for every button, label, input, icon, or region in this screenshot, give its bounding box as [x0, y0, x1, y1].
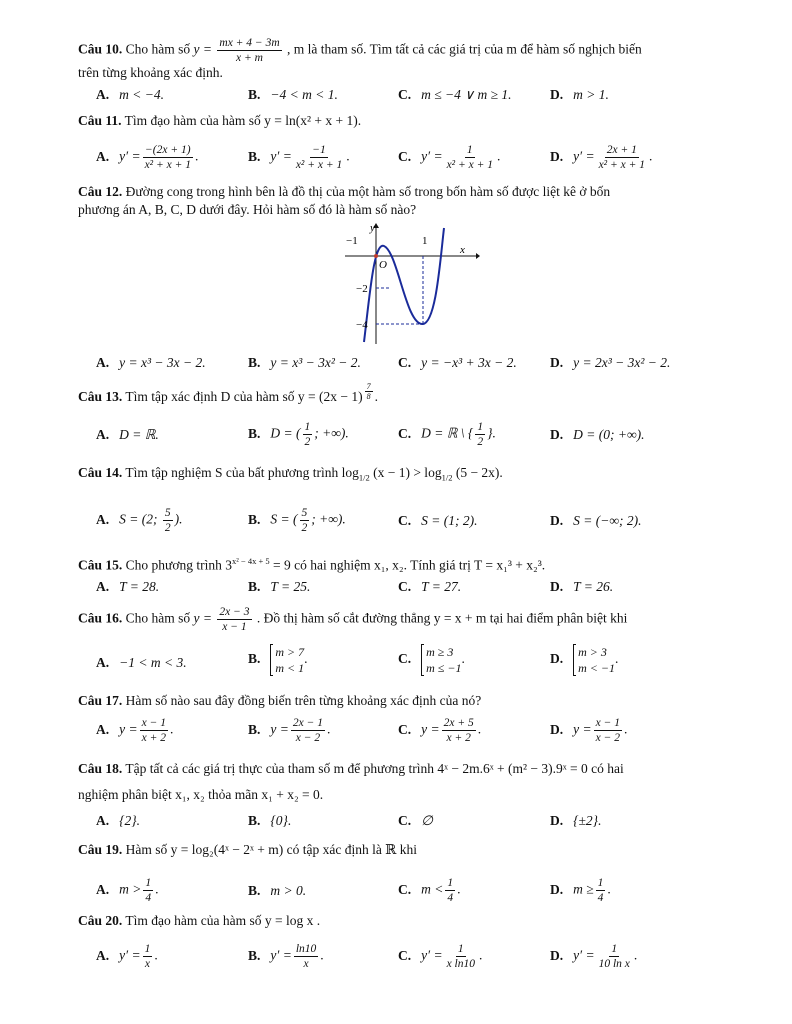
- option-label: B.: [248, 87, 261, 102]
- option-fraction: [596, 876, 606, 905]
- option-text: y = x³ − 3x − 2.: [119, 355, 206, 370]
- option-num: 1: [477, 421, 484, 433]
- q19-text: Hàm số y = log₂(4ˣ − 2ˣ + m) có tập xác định là ℝ khi: [125, 842, 418, 857]
- option-label: A.: [96, 355, 110, 370]
- q10-frac-num: mx + 4 − 3m: [219, 37, 280, 49]
- option-den: x − 2: [295, 732, 321, 744]
- q16-option-a[interactable]: [96, 654, 187, 672]
- option-den: x ln10: [446, 958, 475, 970]
- q15-option-b[interactable]: [248, 578, 310, 596]
- q19-option-c[interactable]: [398, 876, 460, 905]
- option-label: C.: [398, 87, 412, 102]
- option-text: {0}.: [270, 813, 292, 828]
- q10-text-b: , m là tham số. Tìm tất cả các giá trị của m để hàm số nghịch biến: [287, 41, 642, 57]
- option-label: D.: [550, 427, 564, 442]
- option-den: x: [144, 958, 150, 970]
- q15-option-c[interactable]: [398, 578, 461, 596]
- option-num: 5: [164, 507, 171, 519]
- option-pre: S = (2;: [119, 511, 161, 527]
- option-den: x² + x + 1: [446, 159, 493, 171]
- option-lhs: y′ =: [421, 947, 443, 963]
- option-label: C.: [398, 513, 412, 528]
- option-fraction: [163, 506, 173, 535]
- q16-frac-den: x − 1: [222, 621, 247, 633]
- option-text: y = 2x³ − 3x² − 2.: [573, 355, 671, 370]
- option-pre: m >: [119, 881, 142, 897]
- q14-text-a: Tìm tập nghiệm S của bất phương trình log: [125, 465, 359, 480]
- q19-number: Câu 19.: [78, 842, 123, 857]
- option-num: 2x + 5: [443, 717, 474, 729]
- q12-option-d[interactable]: [550, 354, 670, 372]
- q13-exp-num: 7: [366, 382, 371, 391]
- option-fraction: [303, 420, 313, 449]
- option-num: 1: [611, 943, 618, 955]
- option-text: −4 < m < 1.: [270, 87, 338, 102]
- x-axis-label: x: [460, 244, 465, 256]
- q10-text-c: trên từng khoảng xác định.: [78, 65, 223, 80]
- q15-stem: [78, 552, 722, 575]
- q13-option-b[interactable]: [248, 420, 349, 449]
- option-tail: .: [327, 721, 331, 737]
- option-label: C.: [398, 148, 412, 164]
- q10-text-a: Cho hàm số: [125, 41, 191, 57]
- option-text: m < −4.: [119, 87, 164, 102]
- option-label: D.: [550, 721, 564, 737]
- option-label: D.: [550, 651, 564, 667]
- option-tail: .: [195, 148, 199, 164]
- q18-text-b: nghiệm phân biệt x₁, x₂ thỏa mãn x₁ + x₂ = 0.: [78, 787, 324, 802]
- option-den: 2: [164, 522, 171, 534]
- option-fraction: [445, 876, 455, 905]
- option-label: B.: [248, 425, 261, 441]
- q10-stem: [78, 36, 722, 65]
- option-fraction: [475, 420, 485, 449]
- option-fraction: [597, 143, 647, 172]
- option-system: [421, 644, 461, 676]
- option-num: 1: [447, 877, 454, 889]
- option-fraction: [442, 716, 476, 745]
- q17-option-c[interactable]: [398, 716, 481, 745]
- option-lhs: y′ =: [270, 947, 292, 963]
- q15-text-a: Cho phương trình 3: [125, 557, 232, 573]
- q12-text-a: Đường cong trong hình bên là đồ thị của một hàm số trong bốn hàm số được liệt kê ở bốn: [125, 184, 611, 199]
- q18-stem: [78, 760, 722, 778]
- option-tail: .: [169, 721, 174, 737]
- q10-stem-2: [78, 64, 722, 82]
- option-tail: .: [320, 947, 324, 963]
- option-label: B.: [248, 355, 261, 370]
- option-text: m > 1.: [573, 87, 609, 102]
- q13-option-a[interactable]: [96, 426, 159, 444]
- option-fraction: [143, 143, 193, 172]
- q14-text-b: (x − 1) > log: [373, 465, 442, 480]
- q16-text-a: Cho hàm số: [125, 610, 191, 626]
- q10-number: Câu 10.: [78, 41, 123, 57]
- option-text: m > 0.: [270, 883, 307, 898]
- q18-option-c[interactable]: [398, 812, 433, 830]
- option-tail: .: [154, 947, 158, 963]
- option-text: S = (−∞; 2).: [573, 513, 642, 528]
- option-text: y = x³ − 3x² − 2.: [270, 355, 361, 370]
- option-fraction: [143, 876, 153, 905]
- y-axis-label: y: [370, 222, 375, 234]
- q16-func-lhs: y =: [193, 610, 213, 626]
- q19-option-a[interactable]: [96, 876, 158, 905]
- q19-stem: [78, 841, 722, 859]
- tick-label-1: 1: [422, 235, 428, 247]
- option-tail: .: [633, 947, 638, 963]
- option-tail: .: [477, 721, 482, 737]
- option-fraction: [291, 716, 325, 745]
- option-text: {±2}.: [573, 813, 602, 828]
- option-label: D.: [550, 947, 564, 963]
- option-num: −(2x + 1): [145, 144, 191, 156]
- option-fraction: [445, 143, 495, 172]
- option-text: D = ℝ.: [119, 427, 159, 442]
- option-lhs: y′ =: [573, 947, 595, 963]
- option-lhs: y =: [573, 721, 592, 737]
- option-post: ; +∞).: [314, 425, 349, 441]
- option-system-bottom: m ≤ −1: [426, 661, 462, 675]
- q13-option-d[interactable]: [550, 426, 644, 444]
- q12-function-graph: [340, 222, 480, 346]
- q17-option-b[interactable]: [248, 716, 330, 745]
- q20-option-b[interactable]: [248, 942, 324, 971]
- option-num: 1: [597, 877, 604, 889]
- option-text: m ≤ −4 ∨ m ≥ 1.: [421, 87, 512, 102]
- option-post: ).: [174, 511, 183, 527]
- option-label: A.: [96, 813, 110, 828]
- q10-fraction: [217, 36, 281, 65]
- option-den: x + 2: [446, 732, 471, 744]
- option-post: .: [155, 881, 159, 897]
- option-pre: S = (: [270, 511, 298, 527]
- option-label: B.: [248, 511, 261, 527]
- q14-stem: [78, 464, 722, 487]
- option-num: 1: [304, 421, 311, 433]
- origin-label: O: [379, 259, 387, 271]
- option-system-top: m > 3: [578, 645, 607, 659]
- option-num: x − 1: [595, 717, 620, 729]
- option-den: x² + x + 1: [598, 159, 645, 171]
- option-text: {2}.: [119, 813, 141, 828]
- q10-option-b[interactable]: [248, 86, 338, 104]
- q18-text-a: Tập tất cả các giá trị thực của tham số m để phương trình 4ˣ − 2m.6ˣ + (m² − 3).9ˣ = 0 có hai: [125, 761, 624, 776]
- option-num: 5: [301, 507, 308, 519]
- option-system-top: m ≥ 3: [426, 645, 454, 659]
- q10-func-lhs: y =: [193, 41, 213, 57]
- option-system-bottom: m < −1: [578, 661, 615, 675]
- option-post: .: [607, 881, 611, 897]
- option-num: ln10: [295, 943, 317, 955]
- option-label: D.: [550, 355, 564, 370]
- q10-frac-den: x + m: [236, 52, 263, 64]
- q18-option-b[interactable]: [248, 812, 291, 830]
- option-system-bottom: m < 1: [275, 661, 305, 675]
- origin-point: [374, 254, 378, 258]
- q12-option-b[interactable]: [248, 354, 361, 372]
- q19-option-d[interactable]: [550, 876, 611, 905]
- q16-number: Câu 16.: [78, 610, 123, 626]
- option-label: C.: [398, 355, 412, 370]
- q18-option-a[interactable]: [96, 812, 140, 830]
- q10-option-d[interactable]: [550, 86, 609, 104]
- q19-option-b[interactable]: [248, 882, 306, 900]
- q14-log-base-2: 1/2: [441, 472, 453, 483]
- option-den: x: [303, 958, 309, 970]
- option-system: [573, 644, 615, 676]
- q16-option-b[interactable]: B. m > 7 m < 1.: [248, 645, 308, 675]
- option-lhs: y′ =: [421, 148, 443, 164]
- option-label: C.: [398, 651, 412, 667]
- option-label: B.: [248, 947, 261, 963]
- option-num: 1: [466, 144, 473, 156]
- option-label: B.: [248, 883, 261, 898]
- option-den: 2: [477, 436, 484, 448]
- option-den: 4: [447, 892, 454, 904]
- option-label: A.: [96, 427, 110, 442]
- q11-text: Tìm đạo hàm của hàm số y = ln(x² + x + 1).: [124, 113, 362, 128]
- q18-option-d[interactable]: [550, 812, 601, 830]
- option-lhs: y =: [421, 721, 440, 737]
- option-fraction: [445, 942, 477, 971]
- q13-stem: Câu 13. Tìm tập xác định D của hàm số y = (2x − 1) $\frac{7}{8}$ .: [78, 382, 378, 404]
- q14-option-a[interactable]: [96, 506, 182, 535]
- option-den: 10 ln x: [598, 958, 630, 970]
- option-label: D.: [550, 813, 564, 828]
- option-text: T = 28.: [119, 579, 160, 594]
- q17-text: Hàm số nào sau đây đồng biến trên từng khoảng xác định của nó?: [125, 693, 482, 708]
- q20-option-a[interactable]: [96, 942, 158, 971]
- option-post: }.: [487, 425, 496, 441]
- option-label: C.: [398, 425, 412, 441]
- q17-number: Câu 17.: [78, 693, 123, 708]
- q12-option-c[interactable]: [398, 354, 517, 372]
- q11-option-d[interactable]: [550, 143, 652, 172]
- q17-option-d[interactable]: [550, 716, 627, 745]
- q13-number: Câu 13.: [78, 389, 123, 404]
- q12-stem: [78, 183, 722, 201]
- option-label: D.: [550, 579, 564, 594]
- q10-option-a[interactable]: [96, 86, 164, 104]
- option-den: 2: [304, 436, 311, 448]
- q14-number: Câu 14.: [78, 465, 123, 480]
- option-label: D.: [550, 87, 564, 102]
- option-den: x² + x + 1: [295, 159, 343, 171]
- q14-log-base-1: 1/2: [358, 472, 370, 483]
- option-post: ; +∞).: [311, 511, 346, 527]
- option-num: 1: [144, 943, 151, 955]
- q20-text: Tìm đạo hàm của hàm số y = log x .: [125, 913, 321, 928]
- q15-option-d[interactable]: [550, 578, 613, 596]
- option-num: x − 1: [141, 717, 166, 729]
- option-system-top: m > 7: [275, 645, 305, 659]
- option-pre: D = ℝ \ {: [421, 425, 474, 441]
- option-label: C.: [398, 813, 412, 828]
- option-tail: .: [623, 721, 628, 737]
- option-label: B.: [248, 721, 261, 737]
- q16-option-c[interactable]: C. m ≥ 3 m ≤ −1.: [398, 645, 465, 675]
- option-lhs: y′ =: [573, 148, 595, 164]
- tick-label-m2: −2: [356, 283, 368, 295]
- option-lhs: y =: [119, 721, 138, 737]
- option-lhs: y′ =: [119, 947, 141, 963]
- option-label: B.: [248, 651, 261, 667]
- q11-stem: [78, 112, 722, 130]
- q15-option-a[interactable]: [96, 578, 159, 596]
- option-text: T = 27.: [421, 579, 462, 594]
- q15-number: Câu 15.: [78, 557, 123, 573]
- option-label: A.: [96, 148, 110, 164]
- q20-stem: [78, 912, 722, 930]
- q14-option-c[interactable]: [398, 512, 477, 530]
- option-den: x − 2: [595, 732, 620, 744]
- option-text: S = (1; 2).: [421, 513, 478, 528]
- option-label: B.: [248, 813, 261, 828]
- option-fraction: [294, 143, 344, 172]
- option-label: B.: [248, 148, 261, 164]
- option-text: D = (0; +∞).: [573, 427, 645, 442]
- option-den: x + 2: [141, 732, 166, 744]
- option-label: A.: [96, 511, 110, 527]
- q17-stem: [78, 692, 722, 710]
- option-tail: .: [479, 947, 483, 963]
- option-label: D.: [550, 148, 564, 164]
- option-label: A.: [96, 721, 110, 737]
- q12-text-b: phương án A, B, C, D dưới đây. Hỏi hàm số đó là hàm số nào?: [78, 202, 417, 217]
- option-num: −1: [312, 144, 326, 156]
- q13-option-c[interactable]: [398, 420, 496, 449]
- option-lhs: y′ =: [270, 148, 292, 164]
- q14-text-c: (5 − 2x).: [455, 465, 503, 480]
- q20-option-c[interactable]: [398, 942, 482, 971]
- option-label: C.: [398, 947, 412, 963]
- option-label: A.: [96, 655, 110, 670]
- option-tail: .: [497, 148, 501, 164]
- option-fraction: [143, 942, 153, 971]
- option-label: A.: [96, 87, 110, 102]
- option-fraction: [294, 942, 318, 971]
- tick-label-m1: −1: [346, 235, 358, 247]
- option-label: C.: [398, 881, 412, 897]
- option-text: y = −x³ + 3x − 2.: [421, 355, 517, 370]
- q16-option-d[interactable]: D. m > 3 m < −1.: [550, 645, 619, 675]
- option-text: ∅: [421, 813, 433, 828]
- option-label: C.: [398, 721, 412, 737]
- q16-text-b: . Đồ thị hàm số cắt đường thẳng y = x + m tại hai điểm phân biệt khi: [256, 610, 628, 626]
- q13-text: Tìm tập xác định D của hàm số y = (2x − 1): [125, 389, 363, 404]
- q11-option-b[interactable]: [248, 143, 350, 172]
- q11-option-a[interactable]: [96, 143, 198, 172]
- q12-number: Câu 12.: [78, 184, 123, 199]
- q16-stem: [78, 605, 722, 634]
- q12-stem-2: [78, 201, 722, 219]
- q18-number: Câu 18.: [78, 761, 123, 776]
- option-label: A.: [96, 947, 110, 963]
- q16-fraction: [217, 605, 251, 634]
- q15-text-b: = 9 có hai nghiệm x₁, x₂. Tính giá trị T = x₁³ + x₂³.: [273, 557, 546, 573]
- option-num: 1: [457, 943, 464, 955]
- option-text: T = 25.: [270, 579, 311, 594]
- option-fraction: [594, 716, 622, 745]
- option-fraction: [140, 716, 168, 745]
- q18-stem-2: [78, 786, 722, 804]
- option-pre: D = (: [270, 425, 301, 441]
- q20-option-d[interactable]: [550, 942, 637, 971]
- option-label: D.: [550, 881, 564, 897]
- option-lhs: y′ =: [119, 148, 141, 164]
- option-num: 2x − 1: [292, 717, 323, 729]
- option-num: 1: [145, 877, 152, 889]
- option-fraction: [597, 942, 632, 971]
- option-system: [270, 644, 304, 676]
- option-lhs: y =: [270, 721, 289, 737]
- option-label: A.: [96, 881, 110, 897]
- q13-exponent: [365, 382, 373, 401]
- q16-frac-num: 2x − 3: [219, 606, 250, 618]
- option-fraction: [300, 506, 310, 535]
- option-pre: m <: [421, 881, 444, 897]
- option-den: x² + x + 1: [144, 159, 191, 171]
- tick-label-m4: −4: [356, 319, 368, 331]
- option-pre: m ≥: [573, 881, 594, 897]
- q11-number: Câu 11.: [78, 113, 122, 128]
- q14-option-d[interactable]: [550, 512, 641, 530]
- option-label: D.: [550, 513, 564, 528]
- option-text: T = 26.: [573, 579, 614, 594]
- q12-option-a[interactable]: [96, 354, 206, 372]
- option-label: C.: [398, 579, 412, 594]
- option-num: 2x + 1: [606, 144, 637, 156]
- q20-number: Câu 20.: [78, 913, 123, 928]
- option-tail: .: [649, 148, 653, 164]
- q13-exp-den: 8: [366, 392, 371, 401]
- option-den: 4: [597, 892, 604, 904]
- x-axis-arrow: [476, 253, 480, 259]
- option-post: .: [457, 881, 461, 897]
- q14-option-b[interactable]: [248, 506, 346, 535]
- q17-option-a[interactable]: [96, 716, 173, 745]
- option-text: −1 < m < 3.: [119, 655, 187, 670]
- option-den: 4: [145, 892, 152, 904]
- q11-option-c[interactable]: [398, 143, 500, 172]
- option-tail: .: [346, 148, 350, 164]
- q15-exponent: x² − 4x + 5: [231, 556, 270, 566]
- option-label: A.: [96, 579, 110, 594]
- option-label: B.: [248, 579, 261, 594]
- option-den: 2: [301, 522, 308, 534]
- q10-option-c[interactable]: [398, 86, 512, 104]
